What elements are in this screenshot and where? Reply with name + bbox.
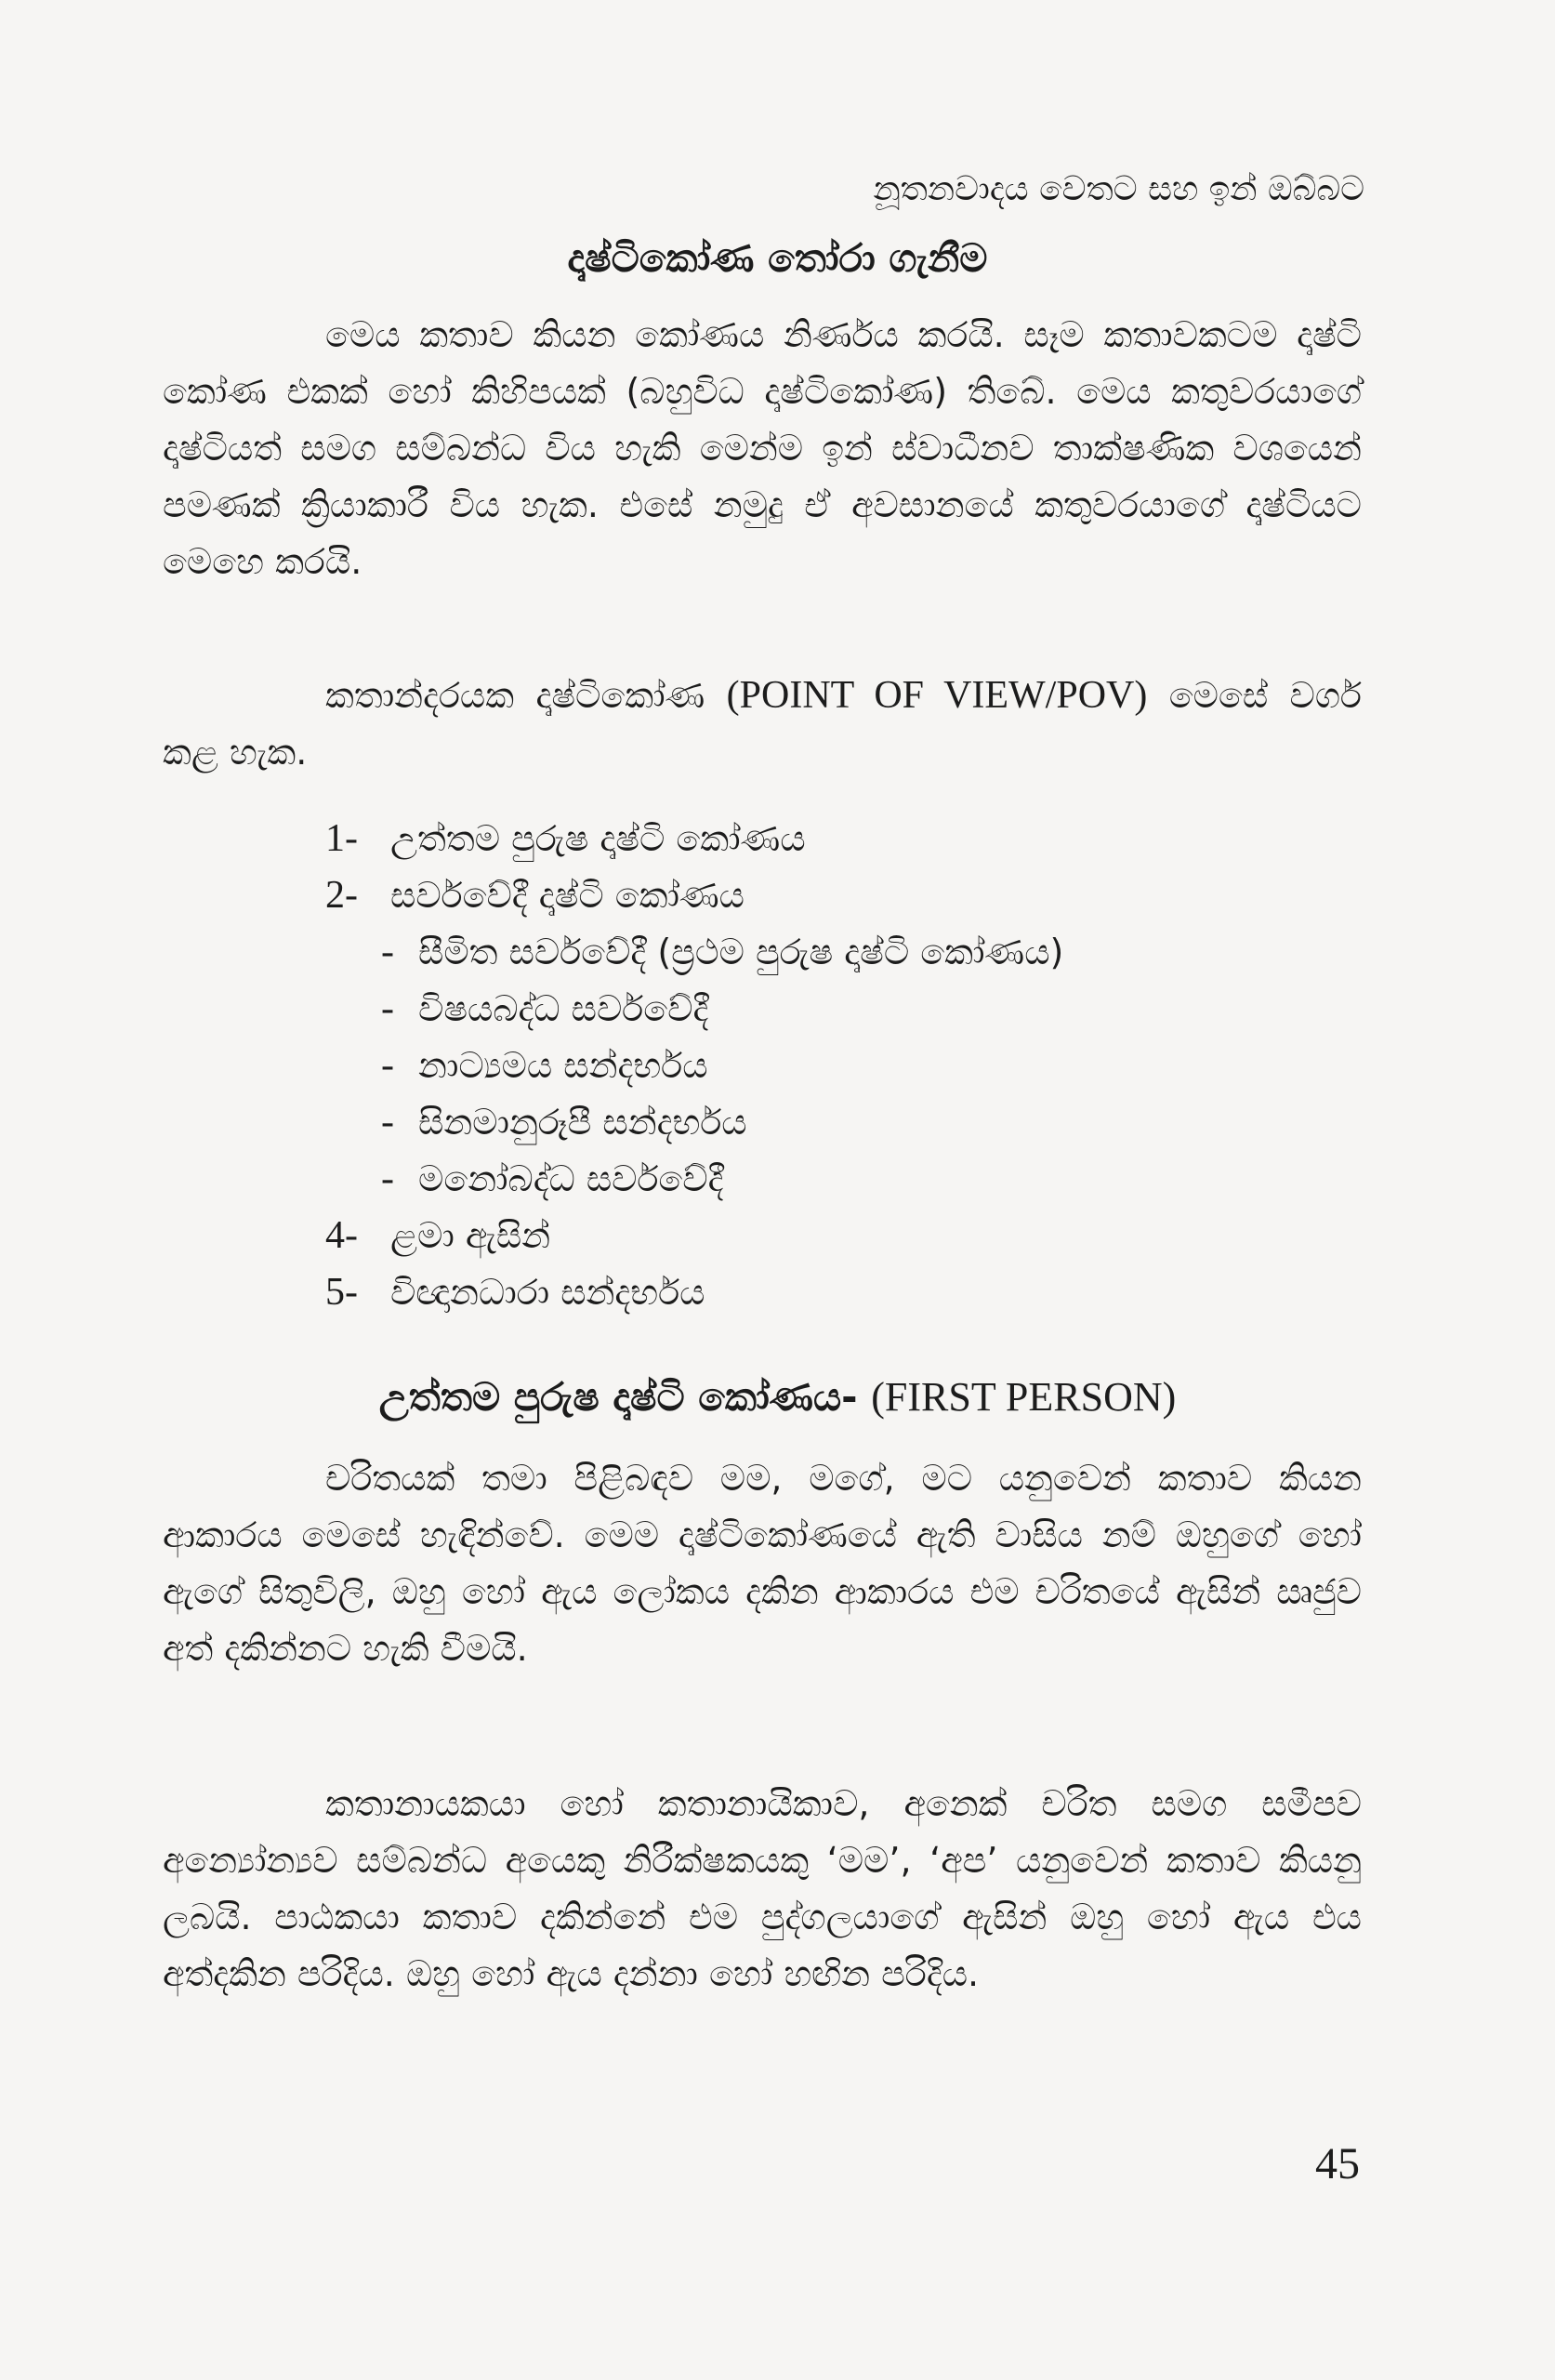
paragraph-pov-types-text	[163, 668, 1362, 781]
page-number: 45	[1315, 2139, 1360, 2188]
list-item-text: ළමා ඇසින්	[390, 1215, 551, 1256]
list-subitem	[325, 981, 1348, 1038]
list-item	[325, 1264, 1348, 1321]
pov-list	[325, 811, 1348, 1321]
list-subitem	[325, 924, 1348, 981]
list-item-text: විඥානධාරා සන්දර්භය	[390, 1272, 705, 1313]
paragraph-first-person-definition	[163, 1450, 1362, 1677]
list-item	[325, 1208, 1348, 1264]
section-title-first-person	[0, 1371, 1555, 1423]
list-subitem-dash: -	[381, 931, 394, 973]
pov-sinhala-term: කතාන්දරයක දෘෂ්ටිකෝණ	[325, 675, 705, 716]
list-item	[325, 811, 1348, 867]
list-subitem-text: නාට්‍යමය සන්දර්භය	[418, 1045, 708, 1086]
section-title-first-person-english: (FIRST PERSON)	[871, 1374, 1177, 1420]
paragraph-intro-text: මෙය කතාව කියන කෝණය නිර්ණය කරයි. සෑම කතාවකටම දෘෂ්ටි කෝණ එකක් හෝ කිහිපයක් (බහුවිධ දෘෂ්ටිකෝණ) තිබේ. මෙය කතුවරයාගේ දෘෂ්ටියත් සමග සම්බන්ධ විය හැකි මෙන්ම ඉන් ස්වාධීනව තාක්ෂණික වශයෙන් පමණක් ක්‍රියාකාරී විය හැක. එසේ නමුදු ඒ අවසානයේ කතුවරයාගේ දෘෂ්ටියට මෙහෙ කරයි.	[163, 314, 1362, 582]
list-item-number: 1-	[325, 817, 358, 860]
list-subitem-text: සීමිත සර්වවේදී (ප්‍රථම පුරුෂ දෘෂ්ටි කෝණය)	[418, 932, 1064, 972]
list-subitem	[325, 1151, 1348, 1208]
list-subitem-text: සිනමානුරූපී සන්දර්භය	[418, 1102, 747, 1143]
list-subitem-dash: -	[381, 1044, 394, 1087]
list-subitem-text: විෂයබද්ධ සර්වවේදී	[418, 988, 709, 1029]
paragraph-first-person-narrator-text: කතානායකයා හෝ කතානායිකාව, අනෙක් චරිත සමග සමීපව අන්‍යෝන්‍යව සම්බන්ධ අයෙකු නිරීක්ෂකයකු ‘මම’, ‘අප’ යනුවෙන් කතාව කියනු ලබයි. පාඨකයා කතාව දකින්නේ එම පුද්ගලයාගේ ඇසින් ඔහු හෝ ඇය එය අත්දකින පරිදිය. ඔහු හෝ ඇය දන්නා හෝ හඟින පරිදිය.	[163, 1783, 1362, 1994]
list-item-text: උත්තම පුරුෂ දෘෂ්ටි කෝණය	[390, 818, 806, 859]
section-title-choosing-point-of-view: දෘෂ්ටිකෝණ තෝරා ගැනීම	[567, 235, 988, 281]
list-subitem-dash: -	[381, 987, 394, 1030]
running-header: නූතනවාදය වෙතට සහ ඉන් ඔබ්බට	[873, 170, 1364, 208]
paragraph-first-person-definition-text: චරිතයක් තමා පිළිබඳව මම, මගේ, මට යනුවෙන් කතාව කියන ආකාරය මෙසේ හැඳින්වේ. මෙම දෘෂ්ටිකෝණයේ ඇති වාසිය නම් ඔහුගේ හෝ ඇගේ සිතුවිලි, ඔහු හෝ ඇය ලෝකය දකින ආකාරය එම චරිතයේ ඇසින් ඍජුව අත් දකින්නට හැකි වීමයි.	[163, 1458, 1362, 1669]
list-item-number: 2-	[325, 874, 358, 917]
pov-classification-text: මෙසේ වර්ග කළ හැක.	[163, 675, 1362, 773]
list-item-text: සර්වවේදී දෘෂ්ටි කෝණය	[390, 875, 745, 916]
list-item-number: 4-	[325, 1214, 358, 1257]
list-subitem	[325, 1038, 1348, 1094]
pov-english-term: (POINT OF VIEW/POV)	[726, 674, 1148, 717]
list-subitem-text: මනෝබද්ධ සර්වවේදී	[418, 1158, 724, 1199]
paragraph-first-person-narrator	[163, 1776, 1362, 2003]
list-item-number: 5-	[325, 1271, 358, 1314]
list-subitem-dash: -	[381, 1101, 394, 1144]
paragraph-intro	[163, 307, 1362, 590]
paragraph-pov-types	[163, 668, 1362, 781]
section-title-first-person-sinhala: උත්තම පුරුෂ දෘෂ්ටි කෝණය-	[378, 1374, 858, 1420]
list-subitem	[325, 1094, 1348, 1151]
list-item	[325, 867, 1348, 924]
list-subitem-dash: -	[381, 1157, 394, 1200]
